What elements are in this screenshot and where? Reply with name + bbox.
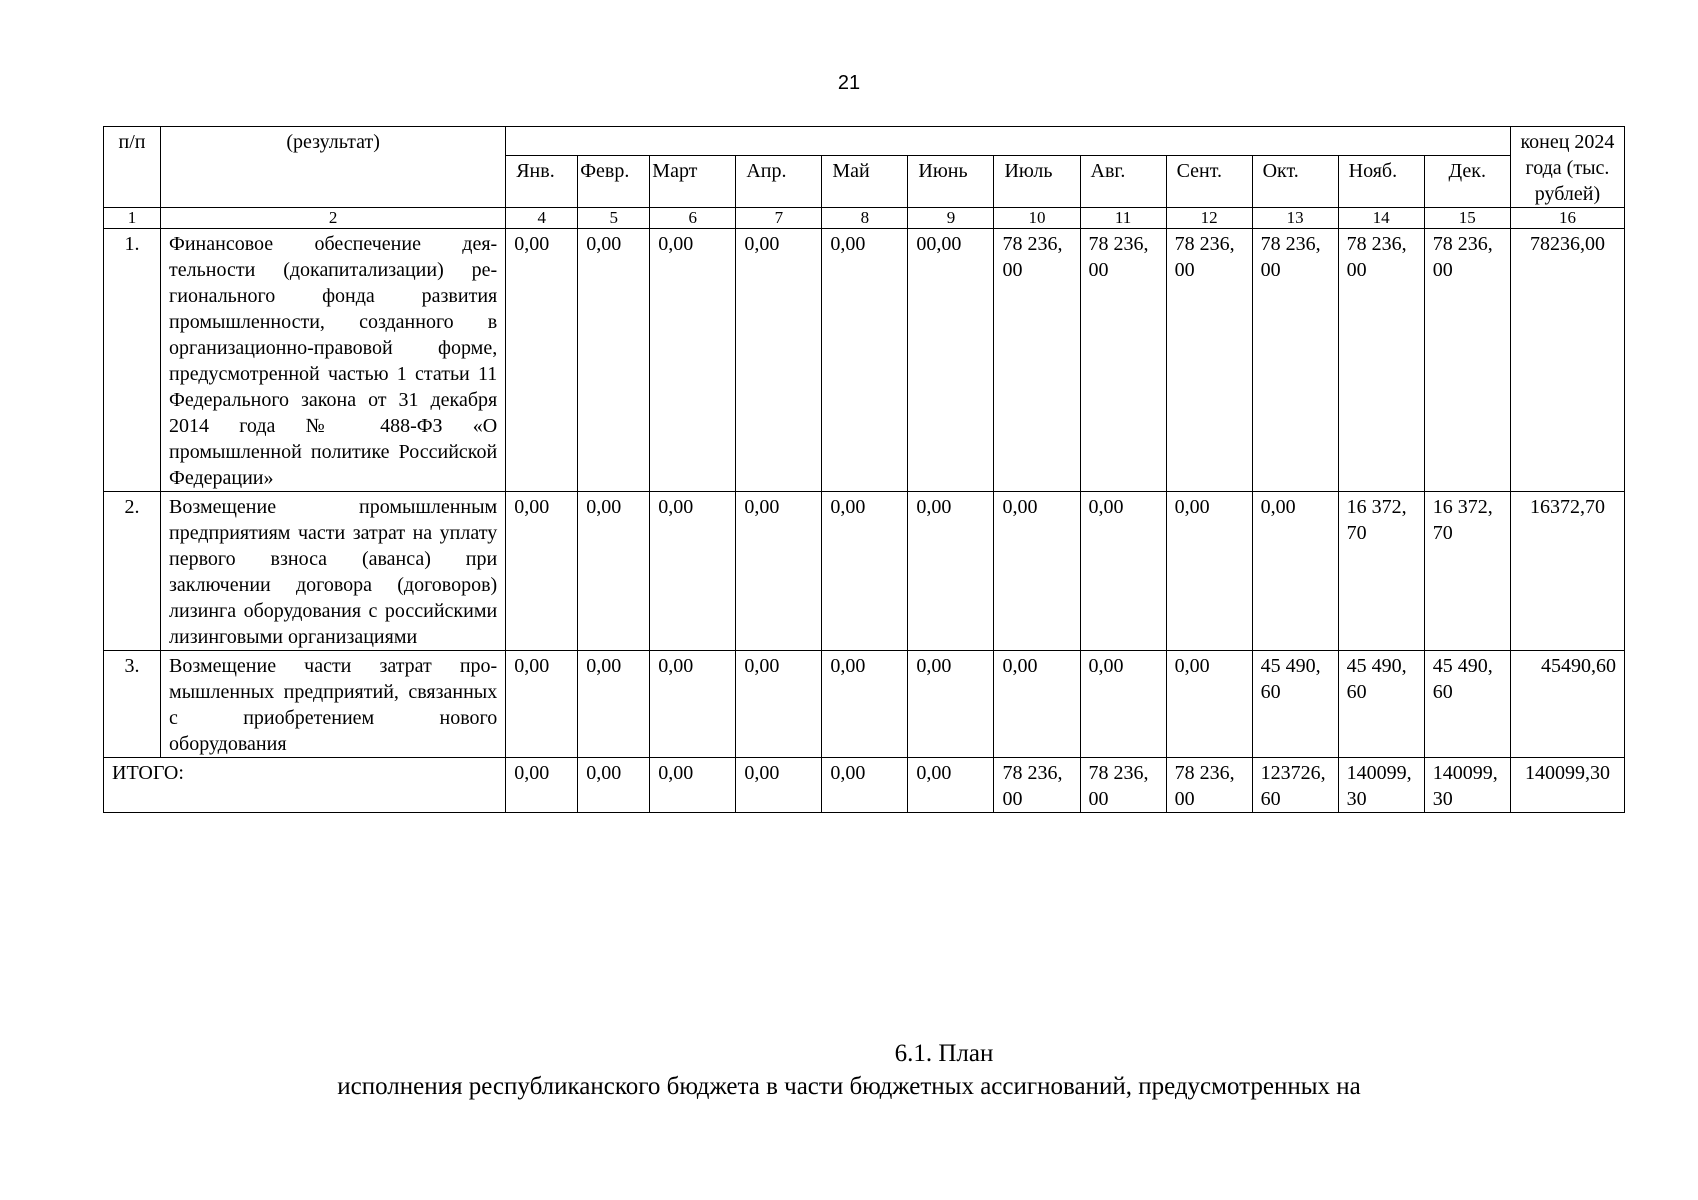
column-number-cell: 10	[994, 208, 1080, 229]
total-value-cell: 0,00	[736, 758, 822, 813]
month-header-cell: Окт.	[1252, 156, 1338, 208]
grand-total-cell: 140099,30	[1510, 758, 1624, 813]
month-value-cell: 78 236, 00	[1166, 229, 1252, 492]
month-value-cell: 0,00	[994, 651, 1080, 758]
row-number-cell: 2.	[104, 492, 161, 651]
total-value-cell: 0,00	[908, 758, 994, 813]
column-number-cell: 2	[161, 208, 506, 229]
month-value-cell: 0,00	[736, 492, 822, 651]
month-header-cell: Март	[650, 156, 736, 208]
section-title: 6.1. План	[894, 1040, 994, 1067]
month-value-cell: 78 236, 00	[1338, 229, 1424, 492]
column-number-cell: 16	[1510, 208, 1624, 229]
month-value-cell: 45 490, 60	[1424, 651, 1510, 758]
month-value-cell: 0,00	[506, 651, 578, 758]
header-num-cell: п/п	[104, 127, 161, 208]
table-row	[104, 651, 1625, 758]
total-value-cell: 140099, 30	[1338, 758, 1424, 813]
month-value-cell: 0,00	[1080, 492, 1166, 651]
month-value-cell: 0,00	[822, 229, 908, 492]
column-number-cell: 6	[650, 208, 736, 229]
month-value-cell: 0,00	[908, 492, 994, 651]
month-value-cell: 0,00	[506, 229, 578, 492]
month-header-cell: Дек.	[1424, 156, 1510, 208]
row-total-cell: 16372,70	[1510, 492, 1624, 651]
month-value-cell: 0,00	[578, 492, 650, 651]
month-value-cell: 45 490, 60	[1252, 651, 1338, 758]
section-subtitle: исполнения республиканского бюджета в части бюджетных ассигнований, предусмотренных на	[337, 1073, 1361, 1100]
row-name-cell: Финансовое обеспечение деятельности (докапитализации) регионального фонда развития промышленности, созданного в организационно-правовой форме, предусмотренной частью 1 статьи 11 Федерального закона от 31 декабря 2014 года № 488-ФЗ «О промышленной политике Российской Федерации»	[161, 229, 506, 492]
month-value-cell: 78 236, 00	[1080, 229, 1166, 492]
month-value-cell: 78 236, 00	[1252, 229, 1338, 492]
month-value-cell: 0,00	[650, 651, 736, 758]
total-value-cell: 78 236, 00	[1080, 758, 1166, 813]
month-value-cell: 0,00	[822, 492, 908, 651]
row-number-cell: 3.	[104, 651, 161, 758]
month-value-cell: 0,00	[736, 651, 822, 758]
month-value-cell: 0,00	[506, 492, 578, 651]
month-value-cell: 0,00	[1166, 651, 1252, 758]
page-number: 21	[837, 72, 861, 94]
month-value-cell: 0,00	[1166, 492, 1252, 651]
budget-plan-table	[103, 126, 1625, 813]
header-total-cell: конец 2024 года (тыс. рублей)	[1510, 127, 1624, 208]
column-number-cell: 4	[506, 208, 578, 229]
total-value-cell: 140099, 30	[1424, 758, 1510, 813]
column-number-cell: 1	[104, 208, 161, 229]
month-header-cell: Авг.	[1080, 156, 1166, 208]
table-row	[104, 492, 1625, 651]
column-number-cell: 9	[908, 208, 994, 229]
month-header-cell: Сент.	[1166, 156, 1252, 208]
month-value-cell: 00,00	[908, 229, 994, 492]
month-header-cell: Нояб.	[1338, 156, 1424, 208]
total-value-cell: 0,00	[822, 758, 908, 813]
header-result-cell: (результат)	[161, 127, 506, 208]
column-number-cell: 8	[822, 208, 908, 229]
month-header-cell: Июль	[994, 156, 1080, 208]
month-value-cell: 45 490, 60	[1338, 651, 1424, 758]
row-name-cell: Возмещение промышленным предприятиям части затрат на уплату первого взноса (аванса) при заключении договора (договоров) лизинга оборудования с российскими лизинговыми организациями	[161, 492, 506, 651]
month-value-cell: 0,00	[908, 651, 994, 758]
column-number-cell: 5	[578, 208, 650, 229]
table-header-row	[104, 127, 1625, 156]
month-value-cell: 0,00	[822, 651, 908, 758]
column-number-cell: 11	[1080, 208, 1166, 229]
total-row	[104, 758, 1625, 813]
month-value-cell: 78 236, 00	[994, 229, 1080, 492]
month-value-cell: 78 236, 00	[1424, 229, 1510, 492]
month-header-cell: Июнь	[908, 156, 994, 208]
month-value-cell: 0,00	[650, 492, 736, 651]
column-number-cell: 12	[1166, 208, 1252, 229]
month-value-cell: 0,00	[736, 229, 822, 492]
month-value-cell: 16 372, 70	[1338, 492, 1424, 651]
total-value-cell: 78 236, 00	[1166, 758, 1252, 813]
header-months-group-cell	[506, 127, 1511, 156]
row-number-cell: 1.	[104, 229, 161, 492]
row-name-cell: Возмещение части затрат промышленных предприятий, связанных с приобретением нового оборудования	[161, 651, 506, 758]
column-number-cell: 15	[1424, 208, 1510, 229]
month-header-cell: Апр.	[736, 156, 822, 208]
table-row	[104, 229, 1625, 492]
row-total-cell: 78236,00	[1510, 229, 1624, 492]
month-value-cell: 0,00	[578, 651, 650, 758]
row-total-cell: 45490,60	[1510, 651, 1624, 758]
month-header-cell: Янв.	[506, 156, 578, 208]
total-label-cell: ИТОГО:	[104, 758, 506, 813]
column-number-cell: 13	[1252, 208, 1338, 229]
column-number-cell: 14	[1338, 208, 1424, 229]
month-value-cell: 0,00	[650, 229, 736, 492]
column-number-row	[104, 208, 1625, 229]
month-header-cell: Май	[822, 156, 908, 208]
month-header-cell: Февр.	[578, 156, 650, 208]
total-value-cell: 0,00	[578, 758, 650, 813]
total-value-cell: 123726, 60	[1252, 758, 1338, 813]
month-value-cell: 0,00	[578, 229, 650, 492]
month-value-cell: 0,00	[994, 492, 1080, 651]
total-value-cell: 0,00	[650, 758, 736, 813]
month-value-cell: 16 372, 70	[1424, 492, 1510, 651]
total-value-cell: 78 236, 00	[994, 758, 1080, 813]
total-value-cell: 0,00	[506, 758, 578, 813]
month-value-cell: 0,00	[1252, 492, 1338, 651]
month-value-cell: 0,00	[1080, 651, 1166, 758]
column-number-cell: 7	[736, 208, 822, 229]
